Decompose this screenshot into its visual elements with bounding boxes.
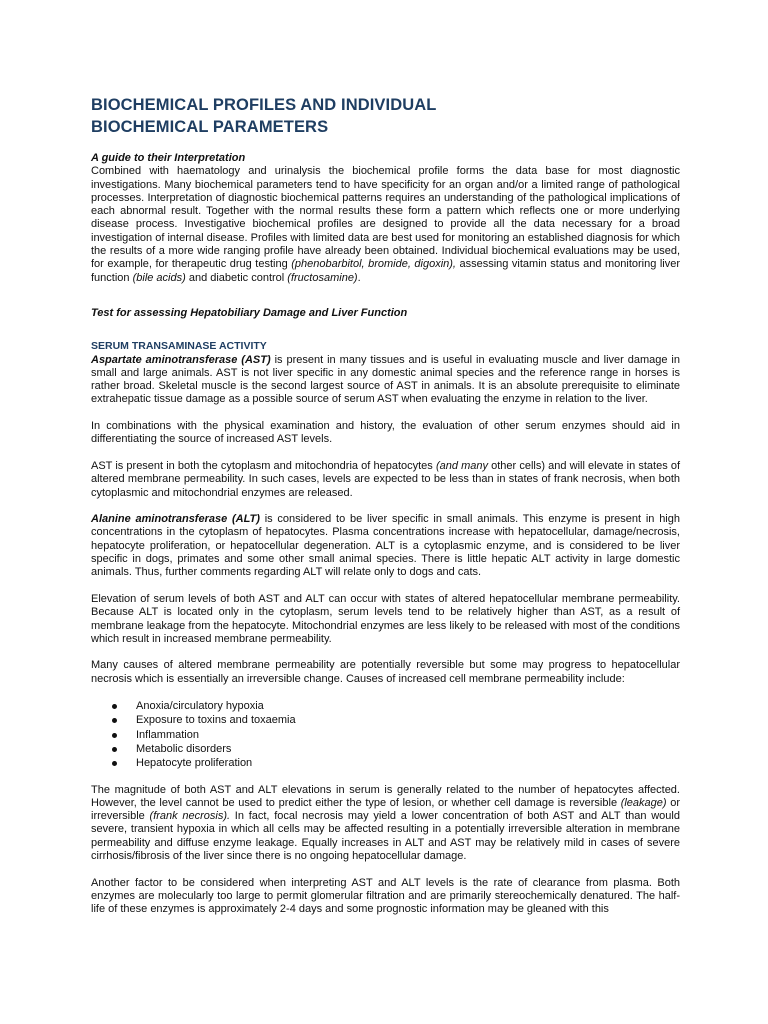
magnitude-paragraph: The magnitude of both AST and ALT elevations in serum is generally related to the number of hepatocytes affected. However, the level cannot be used to predict either the type of lesion, or whether cell damage is reversible (leakage) or irreversible (frank necrosis). In fact, focal necrosis may yield a lower concentration of both AST and ALT than would severe, transient hypoxia in which all cells may be affected resulting in a potentially irreversible alteration in membrane permeability and diffuse enzyme leakage. Equally increases in ALT and AST may be relatively mild in cases of severe cirrhosis/fibrosis of the liver since there is no ongoing hepatocellular damage. xyxy=(91,783,680,863)
hepatobiliary-heading: Test for assessing Hepatobiliary Damage and Liver Function xyxy=(91,306,408,319)
bullet-icon xyxy=(112,733,117,738)
bullet-icon xyxy=(112,747,117,752)
list-item: Inflammation xyxy=(91,728,680,742)
combinations-paragraph: In combinations with the physical examination and history, the evaluation of other serum enzymes should aid in differentiating the source of increased AST levels. xyxy=(91,420,680,446)
alt-term: Alanine aminotransferase (ALT) xyxy=(91,513,260,526)
list-item: Anoxia/circulatory hypoxia xyxy=(91,699,680,713)
elevation-paragraph: Elevation of serum levels of both AST and ALT can occur with states of altered hepatocellular membrane permeability. Because ALT is located only in the cytoplasm, serum levels tend to be relatively higher than AST, as a result of membrane leakage from the hepatocyte. Mitochondrial enzymes are less likely to be released with most of the conditions which result in increased membrane permeability. xyxy=(91,592,680,645)
title-line-2: BIOCHEMICAL PARAMETERS xyxy=(91,118,329,136)
list-item: Hepatocyte proliferation xyxy=(91,756,680,770)
document-subtitle: A guide to their Interpretation xyxy=(91,152,246,164)
title-line-1: BIOCHEMICAL PROFILES AND INDIVIDUAL xyxy=(91,96,437,114)
causes-list xyxy=(91,699,680,770)
clearance-paragraph: Another factor to be considered when interpreting AST and ALT levels is the rate of clearance from plasma. Both enzymes are molecularly too large to permit glomerular filtration and are primarily stereochemically denatured. The half-life of these enzymes is approximately 2-4 days and some prognostic information may be gleaned with this xyxy=(91,876,680,916)
intro-paragraph: Combined with haematology and urinalysis the biochemical profile forms the data base for most diagnostic investigations. Many biochemical parameters tend to have specificity for an organ and/or a limited range of pathological processes. Interpretation of diagnostic biochemical patterns requires an understanding of the pathological implications of each abnormal result. Together with the normal results these form a pattern which reflects one or more underlying disease process. Investigative biochemical profiles are designed to provide all the data necessary for a broad investigation of internal disease. Profiles with limited data are best used for monitoring an established diagnosis for which the results of a more wide ranging profile have already been obtained. Individual biochemical evaluations may be used, for example, for therapeutic drug testing (phenobarbitol, bromide, digoxin), assessing vitamin status and monitoring liver function (bile acids) and diabetic control (fructosamine). xyxy=(91,165,681,284)
bullet-icon xyxy=(112,718,117,723)
ast-paragraph: Aspartate aminotransferase (AST) is present in many tissues and is useful in evaluating muscle and liver damage in small and large animals. AST is not liver specific in any domestic animal species and the reference range in horses is rather broad. Skeletal muscle is the second largest source of AST in animals. It is an absolute prerequisite to eliminate extrahepatic tissue damage as a possible source of serum AST when evaluating the enzyme in relation to the liver. xyxy=(91,353,680,406)
ast-term: Aspartate aminotransferase (AST) xyxy=(91,353,271,366)
document-title xyxy=(91,94,680,138)
list-item: Metabolic disorders xyxy=(91,742,680,756)
alt-paragraph: Alanine aminotransferase (ALT) is considered to be liver specific in small animals. This enzyme is present in high concentrations in the cytoplasm of hepatocytes. Plasma concentrations increase with hepatocellular, damage/necrosis, hepatocyte proliferation, or hepatocellular degeneration. ALT is a cytoplasmic enzyme, and is considered to be liver specific in dogs, primates and some other small animal species. There is little hepatic ALT activity in large domestic animals. Thus, further comments regarding ALT will relate only to dogs and cats. xyxy=(91,513,680,579)
bullet-icon xyxy=(112,704,117,709)
transaminase-heading: SERUM TRANSAMINASE ACTIVITY xyxy=(91,340,267,353)
cytoplasm-paragraph: AST is present in both the cytoplasm and mitochondria of hepatocytes (and many other cells) and will elevate in states of altered membrane permeability. In such cases, levels are expected to be less than in states of frank necrosis, when both cytoplasmic and mitochondrial enzymes are released. xyxy=(91,459,681,499)
list-item: Exposure to toxins and toxaemia xyxy=(91,713,680,727)
causes-paragraph: Many causes of altered membrane permeability are potentially reversible but some may progress to hepatocellular necrosis which is essentially an irreversible change. Causes of increased cell membrane permeability include: xyxy=(91,659,680,685)
bullet-icon xyxy=(112,761,117,766)
